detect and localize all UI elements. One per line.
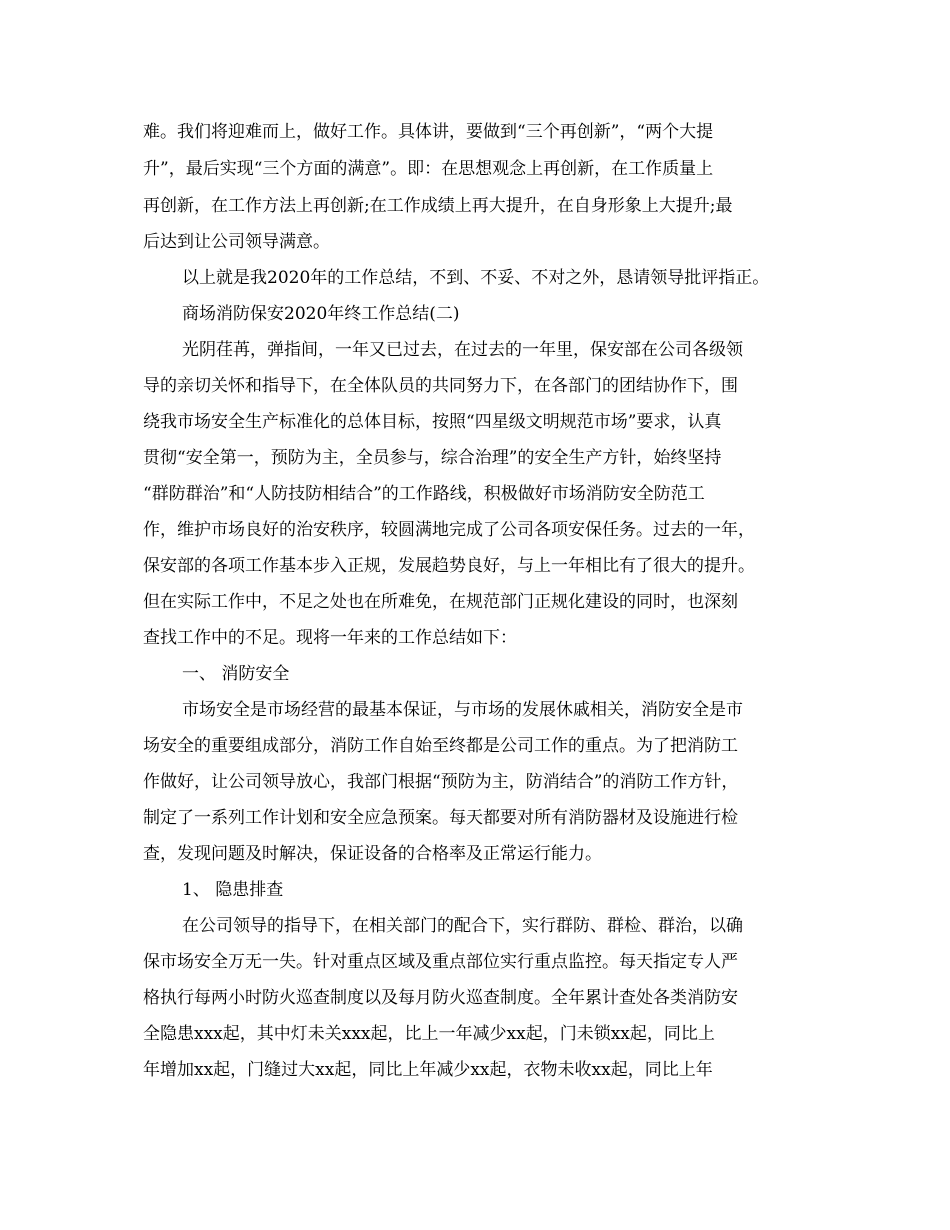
text-line: 难。我们将迎难而上，做好工作。具体讲，要做到“三个再创新”，“两个大提 bbox=[143, 122, 714, 142]
text-line: 再创新，在工作方法上再创新;在工作成绩上再大提升，在自身形象上大提升;最 bbox=[143, 196, 733, 216]
text-line: 场安全的重要组成部分，消防工作自始至终都是公司工作的重点。为了把消防工 bbox=[143, 736, 738, 756]
text-line: 格执行每两小时防火巡查制度以及每月防火巡查制度。全年累计查处各类消防安 bbox=[143, 988, 738, 1008]
section-title: 商场消防保安2020年终工作总结(二) bbox=[182, 304, 460, 324]
text-line: 但在实际工作中，不足之处也在所难免，在规范部门正规化建设的同时，也深刻 bbox=[143, 592, 738, 612]
text-line: 以上就是我2020年的工作总结，不到、不妥、不对之外，恳请领导批评指正。 bbox=[182, 268, 770, 288]
text-line: 在公司领导的指导下，在相关部门的配合下，实行群防、群检、群治，以确 bbox=[182, 916, 743, 936]
text-line: “群防群治”和“人防技防相结合”的工作路线，积极做好市场消防安全防范工 bbox=[143, 484, 705, 504]
text-line: 查找工作中的不足。现将一年来的工作总结如下： bbox=[143, 628, 517, 648]
text-line: 制定了一系列工作计划和安全应急预案。每天都要对所有消防器材及设施进行检 bbox=[143, 808, 738, 828]
text-line: 全隐患xxx起，其中灯未关xxx起，比上一年减少xx起，门未锁xx起，同比上 bbox=[143, 1024, 715, 1044]
text-line: 导的亲切关怀和指导下，在全体队员的共同努力下，在各部门的团结协作下，围 bbox=[143, 376, 738, 396]
text-line: 后达到让公司领导满意。 bbox=[143, 232, 330, 252]
text-line: 年增加xx起，门缝过大xx起，同比上年减少xx起，衣物未收xx起，同比上年 bbox=[143, 1060, 713, 1080]
text-line: 作做好，让公司领导放心，我部门根据“预防为主，防消结合”的消防工作方针， bbox=[143, 772, 739, 792]
text-line: 作，维护市场良好的治安秩序，较圆满地完成了公司各项安保任务。过去的一年， bbox=[143, 520, 755, 540]
text-line: 保市场安全万无一失。针对重点区域及重点部位实行重点监控。每天指定专人严 bbox=[143, 952, 738, 972]
text-line: 查，发现问题及时解决，保证设备的合格率及正常运行能力。 bbox=[143, 844, 602, 864]
text-line: 市场安全是市场经营的最基本保证，与市场的发展休戚相关，消防安全是市 bbox=[182, 700, 743, 720]
subsection-heading: 1、 隐患排查 bbox=[182, 880, 284, 900]
text-line: 光阴荏苒，弹指间，一年又已过去，在过去的一年里，保安部在公司各级领 bbox=[182, 340, 743, 360]
text-line: 升”，最后实现“三个方面的满意”。即：在思想观念上再创新，在工作质量上 bbox=[143, 159, 714, 179]
section-heading: 一、 消防安全 bbox=[182, 664, 290, 684]
text-line: 贯彻“安全第一，预防为主，全员参与，综合治理”的安全生产方针，始终坚持 bbox=[143, 448, 722, 468]
text-line: 保安部的各项工作基本步入正规，发展趋势良好，与上一年相比有了很大的提升。 bbox=[143, 556, 755, 576]
text-line: 绕我市场安全生产标准化的总体目标，按照“四星级文明规范市场”要求，认真 bbox=[143, 412, 722, 432]
